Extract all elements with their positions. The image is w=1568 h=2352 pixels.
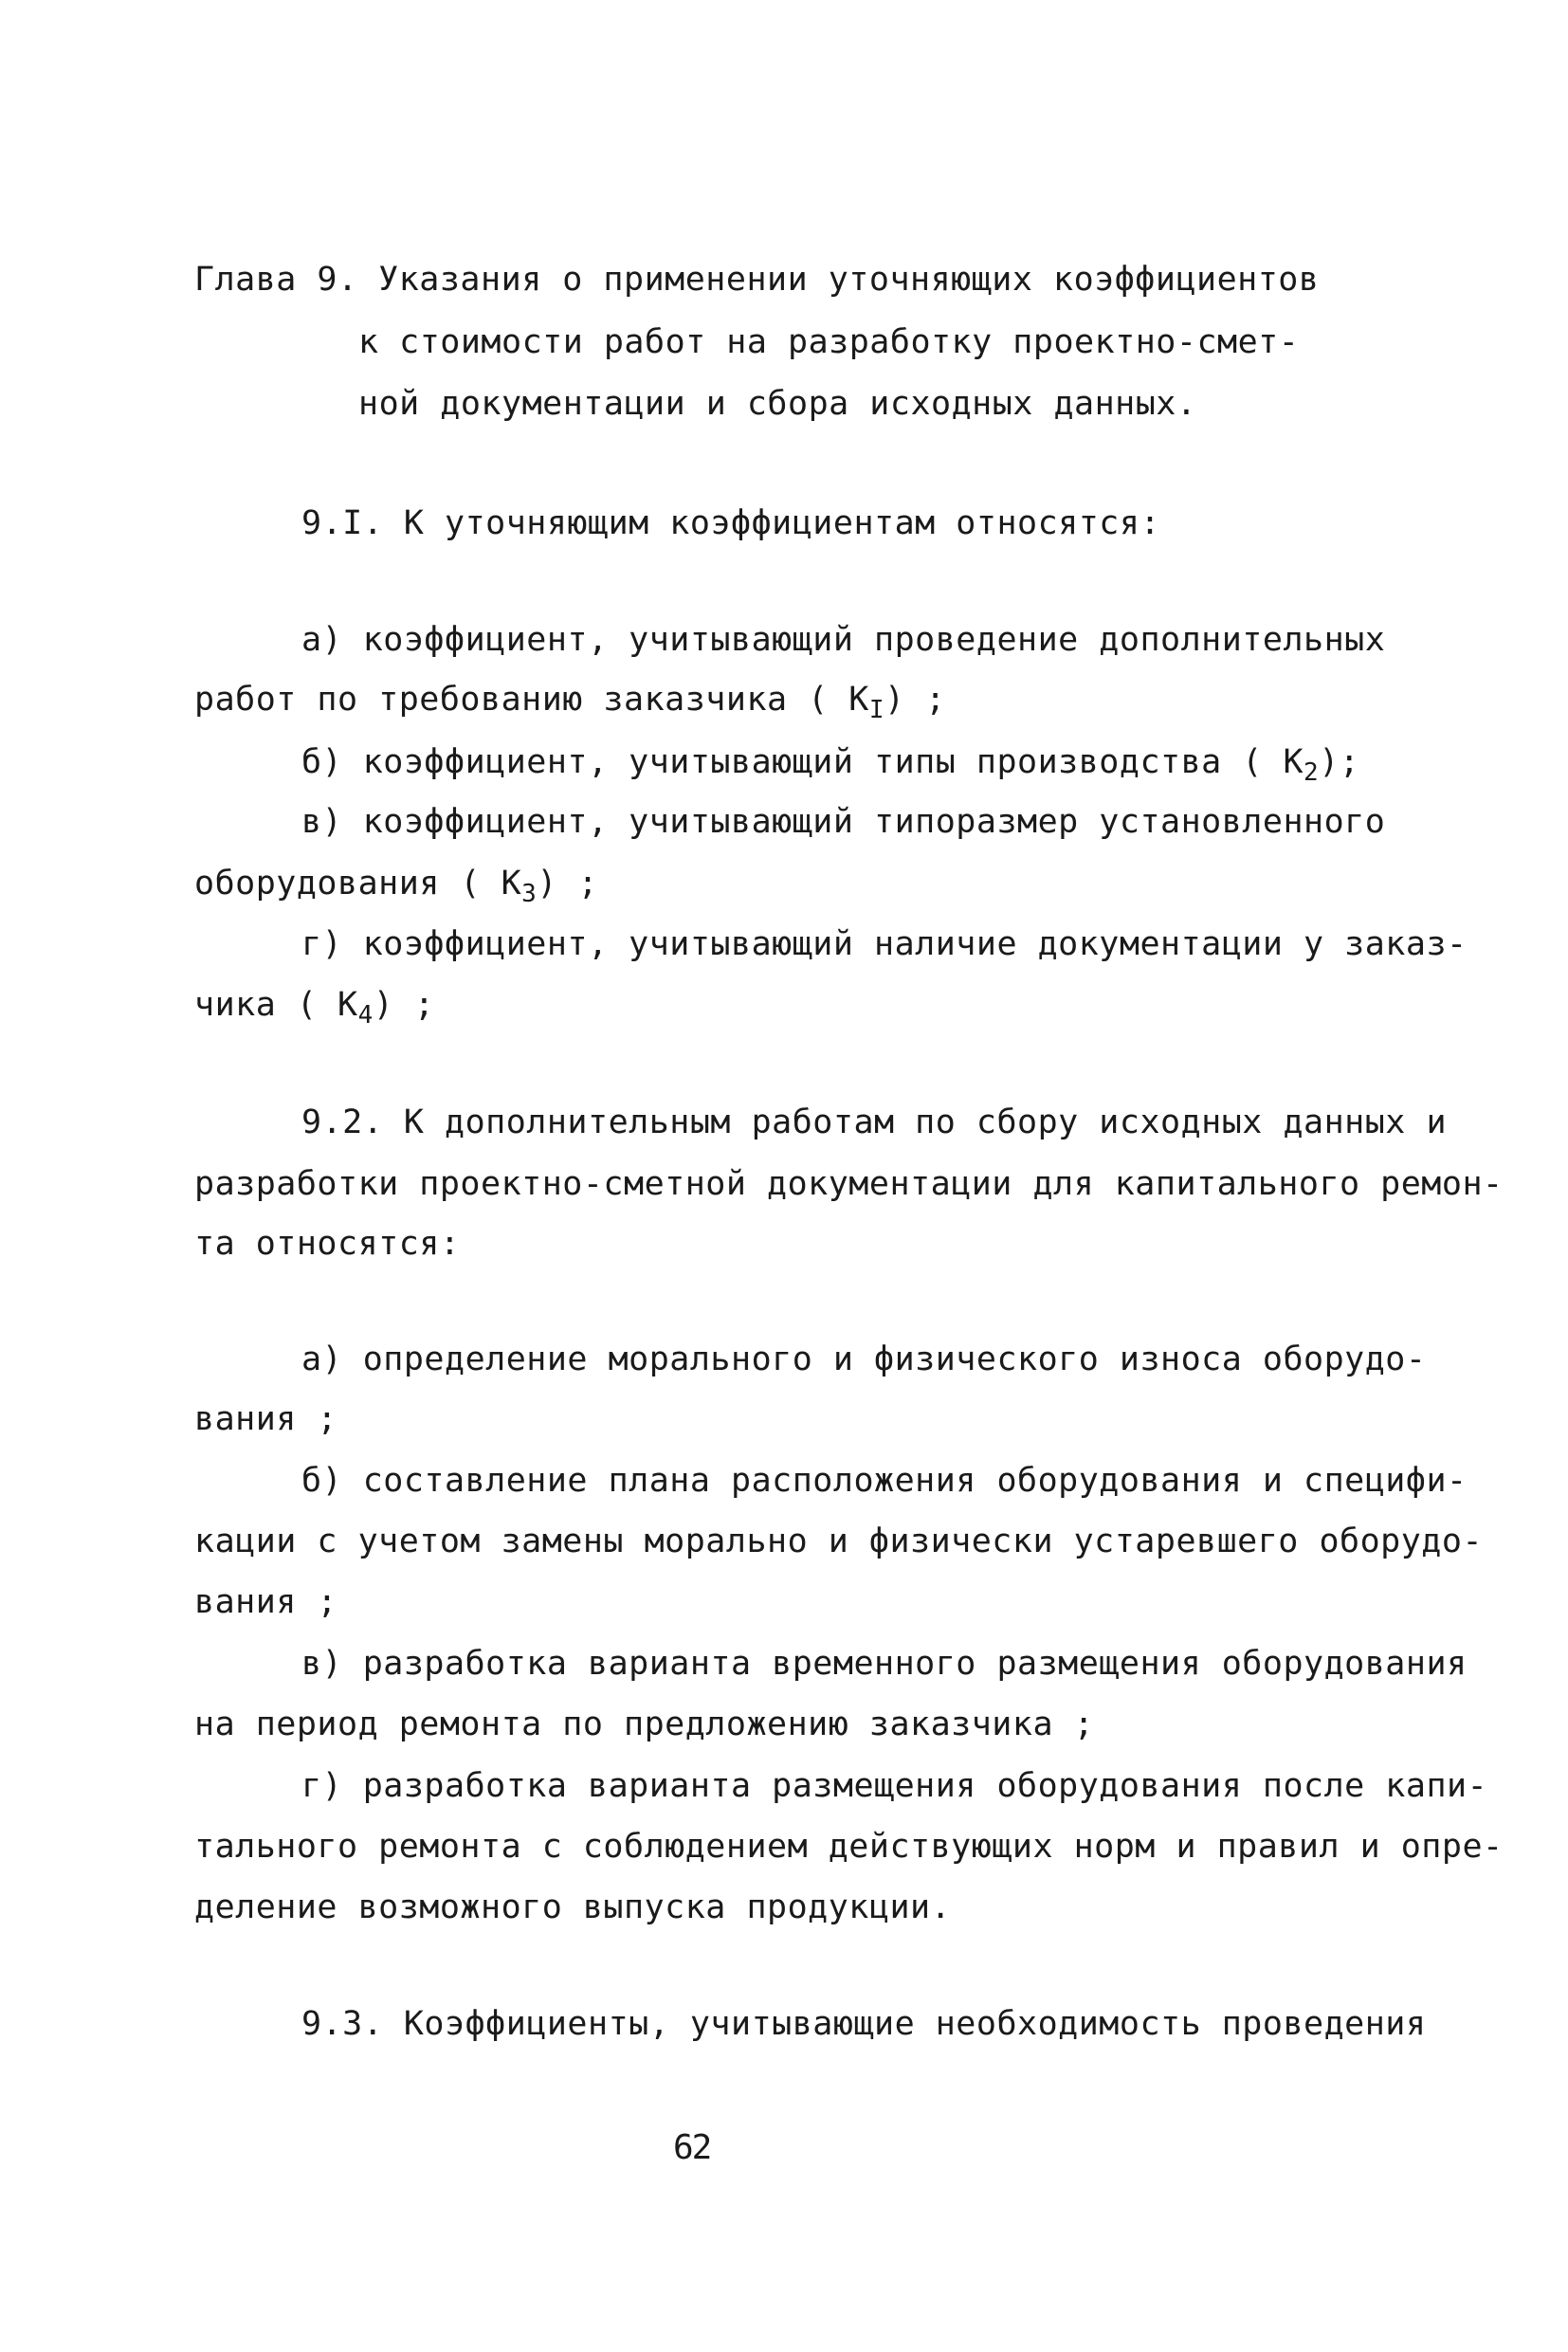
section-9-1-item-v-line-1: в) коэффициент, учитывающий типоразмер установленного	[301, 803, 1386, 841]
chapter-title-line-2: к стоимости работ на разработку проектно-смет-	[358, 323, 1300, 361]
item-g-text: чика ( К	[194, 986, 358, 1024]
section-9-2-item-b-line-2: кации с учетом замены морально и физически устаревшего оборудо-	[194, 1522, 1484, 1560]
section-9-2-item-a-line-1: а) определение морального и физического износа оборудо-	[301, 1340, 1427, 1378]
section-9-1-intro: 9.I. К уточняющим коэффициентам относятся:	[301, 504, 1161, 542]
section-9-1-item-v-line-2	[194, 865, 599, 908]
section-9-2-line-2: разработки проектно-сметной документации для капитального ремон-	[194, 1165, 1504, 1203]
section-9-2-item-a-line-2: вания ;	[194, 1400, 338, 1438]
item-v-text: оборудования ( К	[194, 865, 522, 903]
section-9-1-item-g-line-1: г) коэффициент, учитывающий наличие документации у заказ-	[301, 925, 1468, 963]
section-9-1-item-a-line-2	[194, 681, 946, 724]
section-9-1-item-b	[301, 743, 1360, 787]
section-9-2-item-g-line-3: деление возможного выпуска продукции.	[194, 1888, 952, 1926]
item-v-tail: ) ;	[537, 865, 599, 903]
chapter-title-line-1: Глава 9. Указания о применении уточняющих коэффициентов	[194, 261, 1320, 299]
section-9-2-item-g-line-1: г) разработка варианта размещения оборудования после капи-	[301, 1767, 1488, 1805]
section-9-2-item-b-line-3: вания ;	[194, 1583, 338, 1621]
section-9-1-item-g-line-2	[194, 986, 435, 1030]
item-b-text: б) коэффициент, учитывающий типы производства ( К	[301, 743, 1304, 781]
item-g-tail: ) ;	[373, 986, 435, 1024]
section-9-2-line-3: та относятся:	[194, 1225, 461, 1263]
chapter-title-line-3: ной документации и сбора исходных данных.	[358, 385, 1197, 423]
item-a-tail: ) ;	[884, 681, 946, 719]
page-number: 62	[673, 2128, 711, 2167]
k2-subscript: 2	[1304, 758, 1320, 787]
section-9-2-item-g-line-2: тального ремонта с соблюдением действующих норм и правил и опре-	[194, 1828, 1504, 1866]
section-9-2-item-v-line-1: в) разработка варианта временного размещения оборудования	[301, 1645, 1468, 1683]
item-a-text: работ по требованию заказчика ( К	[194, 681, 869, 719]
section-9-1-item-a-line-1: а) коэффициент, учитывающий проведение дополнительных	[301, 621, 1386, 659]
section-9-3-line-1: 9.3. Коэффициенты, учитывающие необходимость проведения	[301, 2005, 1427, 2043]
k1-subscript: I	[868, 696, 885, 724]
k4-subscript: 4	[357, 1001, 374, 1030]
k3-subscript: 3	[521, 880, 538, 908]
section-9-2-item-v-line-2: на период ремонта по предложению заказчика ;	[194, 1705, 1095, 1743]
item-b-tail: );	[1319, 743, 1360, 781]
section-9-2-item-b-line-1: б) составление плана расположения оборудования и специфи-	[301, 1462, 1468, 1500]
section-9-2-line-1: 9.2. К дополнительным работам по сбору исходных данных и	[301, 1103, 1448, 1141]
